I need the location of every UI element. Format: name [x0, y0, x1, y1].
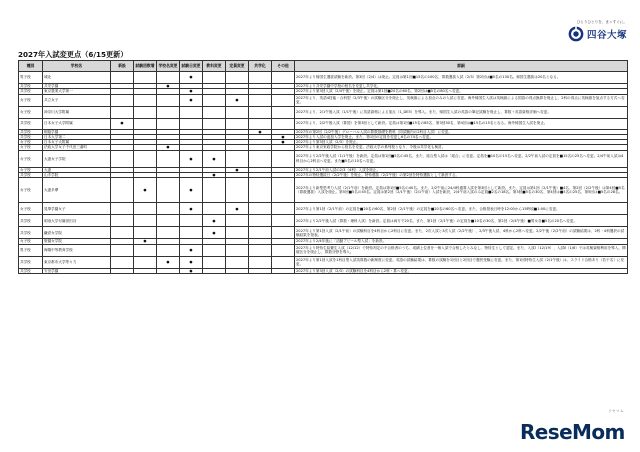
detail-cell: 2027年より第1回入試を1科目型入試英算数の新制度に変更。英語の試験結果は、算数の試験を1回目と2回目で選択受験に変更。また、第1回特待生入試（2/1午後）は、スライド合格あり（若干名）に変更。	[295, 256, 628, 268]
school-name-cell: 日本女子大附属	[43, 140, 111, 145]
change-dot-icon: ●	[212, 230, 216, 235]
school-type-cell: 男子校	[19, 72, 43, 84]
change-dot-icon: ●	[189, 206, 193, 211]
change-flag-cell	[111, 244, 134, 256]
watermark-subtitle: リセマム	[608, 409, 624, 413]
school-name-cell: 共立女子	[43, 94, 111, 106]
change-flag-cell	[111, 215, 134, 227]
change-dot-icon: ●	[166, 84, 170, 88]
change-flag-cell	[272, 106, 295, 118]
change-dot-icon: ●	[281, 134, 285, 139]
change-flag-cell	[272, 150, 295, 167]
detail-cell: 2027年より第1回（2/1午前）の定員を■20名の60名、第2回（2/1午後）の定員を■20名の60名へ変更。また、合格発表日時を12:00から15時頃■1:00に変更。	[295, 203, 628, 215]
change-flag-cell	[157, 268, 180, 273]
change-flag-cell	[203, 94, 226, 106]
header-cell: 定員変更	[226, 61, 249, 72]
change-flag-cell	[180, 215, 203, 227]
change-flag-cell	[134, 203, 157, 215]
change-flag-cell	[180, 150, 203, 167]
change-flag-cell	[272, 118, 295, 129]
header-cell: 試験日変更	[180, 61, 203, 72]
change-flag-cell	[226, 118, 249, 129]
detail-cell: 2027年より、英語4技能・合科型（2/3午後）の試験区分を廃止し、英検級による加点のみの入試に変更。海外帰国生入試は英検級による国語の得点換算を廃止し、2科の得点に英検級を加点する方式へ変更。	[295, 94, 628, 106]
change-flag-cell	[203, 72, 226, 84]
detail-cell: 2027年より、2/2午後入試（算国）を第3回として新設。定員は第1回■15名の85名、第3回30名、第4回は■15名の15名となる。海外帰国生入試を廃止。	[295, 118, 628, 129]
change-dot-icon: ●	[189, 75, 193, 80]
change-flag-cell	[111, 227, 134, 239]
change-dot-icon: ●	[212, 173, 216, 178]
school-type-cell: 女子校	[19, 203, 43, 215]
detail-cell: 2027年より2/4年後に「活動アピール型入試」を新設。	[295, 239, 628, 244]
change-flag-cell	[134, 72, 157, 84]
change-flag-cell	[111, 72, 134, 84]
detail-cell: 2027年より2/2午後入試（1/1午後）を新設。定員は第1回■5名の45名、また、総合型入試は「総合」に変更。定員を■10名の15名へ変更。2/2午前入試の定員を■15名の25名へ変更。2/4午前入試は4科目から2科目へ変更。また■5名の10名へ変更。	[295, 150, 628, 167]
resemom-watermark: ReseMom	[520, 420, 625, 444]
school-type-cell: 共学校	[19, 89, 43, 94]
school-name-cell: 東京都市大学等々力	[43, 256, 111, 268]
change-flag-cell	[157, 72, 180, 84]
change-flag-cell	[226, 106, 249, 118]
change-flag-cell	[157, 118, 180, 129]
school-name-cell: 安田学園	[43, 268, 111, 273]
change-flag-cell	[203, 203, 226, 215]
header-cell: 学校名変更	[157, 61, 180, 72]
school-type-cell: 女子校	[19, 106, 43, 118]
school-type-cell: 共学校	[19, 215, 43, 227]
change-dot-icon: ●	[212, 218, 216, 223]
school-name-cell: 鎌倉女学院	[43, 227, 111, 239]
change-flag-cell	[134, 268, 157, 273]
school-name-cell: 桐蔭学園	[43, 129, 111, 134]
change-dot-icon: ●	[189, 260, 193, 265]
change-dot-icon: ●	[166, 145, 170, 150]
change-flag-cell	[111, 150, 134, 167]
school-name-cell: 大妻	[43, 167, 111, 172]
change-flag-cell	[249, 106, 272, 118]
change-flag-cell	[180, 227, 203, 239]
change-flag-cell	[272, 256, 295, 268]
change-dot-icon: ●	[166, 260, 170, 265]
header-cell: 共学化	[249, 61, 272, 72]
change-flag-cell	[111, 178, 134, 203]
school-name-cell: 大妻女子学院	[43, 150, 111, 167]
header-cell: 種別	[19, 61, 43, 72]
change-flag-cell	[157, 106, 180, 118]
change-dot-icon: ●	[235, 167, 239, 172]
detail-cell: 2027年より第1回入試（2/1午前）の試験科目を4科目から2科目に変更。また、2次入試と3次入試（2/2午後）、2/3午後入試、4科から2科へ変更。2/2午後（2/2午前）の試験結果は、2科・4科選択の試験結果を発表。	[295, 227, 628, 239]
table-row	[19, 178, 628, 203]
change-flag-cell	[134, 106, 157, 118]
school-name-cell: 日本大学第二	[43, 134, 111, 139]
change-flag-cell	[272, 178, 295, 203]
change-flag-cell	[111, 106, 134, 118]
change-flag-cell	[203, 178, 226, 203]
change-flag-cell	[272, 203, 295, 215]
change-flag-cell	[249, 244, 272, 256]
change-dot-icon: ●	[258, 129, 262, 134]
change-flag-cell	[203, 150, 226, 167]
change-flag-cell	[157, 256, 180, 268]
change-flag-cell	[203, 227, 226, 239]
change-flag-cell	[157, 178, 180, 203]
change-flag-cell	[226, 178, 249, 203]
change-flag-cell	[249, 150, 272, 167]
school-name-cell: 聖園女学院	[43, 239, 111, 244]
header-cell: 学校名	[43, 61, 111, 72]
detail-cell: 2027年より第3回入試（2/3）の試験科目を4科目から2科・算へ変更。	[295, 268, 628, 273]
brand-name: 四谷大塚	[586, 30, 627, 41]
brand-logo	[555, 20, 627, 54]
change-flag-cell	[111, 268, 134, 273]
change-flag-cell	[180, 106, 203, 118]
change-dot-icon: ●	[212, 156, 216, 161]
change-flag-cell	[249, 203, 272, 215]
school-name-cell: 城北	[43, 72, 111, 84]
table-row	[19, 150, 628, 167]
change-flag-cell	[203, 106, 226, 118]
change-dot-icon: ●	[143, 239, 147, 244]
school-name-cell: 神奈川大学附属	[43, 106, 111, 118]
school-type-cell: 共学校	[19, 173, 43, 178]
change-flag-cell	[249, 215, 272, 227]
change-flag-cell	[134, 227, 157, 239]
school-name-cell: 日本女子大学附属	[43, 118, 111, 129]
change-dot-icon: ●	[235, 97, 239, 102]
change-flag-cell	[157, 215, 180, 227]
detail-cell: 2027年より2/1午前入試の2/3（4科）入試を廃止。	[295, 167, 628, 172]
detail-cell: 2027年より入試の追加入学を廃止。また、第1回の定員を変更し6名の74名へ変更。	[295, 134, 628, 139]
change-flag-cell	[226, 227, 249, 239]
school-type-cell: 共学校	[19, 256, 43, 268]
change-flag-cell	[111, 118, 134, 129]
change-flag-cell	[249, 256, 272, 268]
change-dot-icon: ●	[120, 121, 124, 126]
change-flag-cell	[157, 150, 180, 167]
school-name-cell: 法政大学女子千代田三番町	[43, 145, 111, 150]
change-flag-cell	[249, 268, 272, 273]
school-type-cell: 女子校	[19, 140, 43, 145]
school-type-cell: 女子校	[19, 94, 43, 106]
entrance-exam-changes-table	[18, 60, 628, 274]
yotsuya-logo-icon	[568, 26, 584, 42]
detail-cell: 2027年より新型思考力入試（2/1午前）を新設。定員は第1回■5名の40名。また、2/2午前に24/4科通算入試を第3回として新設。また、定員は第1回（2/1午後）■4名、第2回（2/2午後）は第4回■5名（算数選抜）入試を廃止。第5回■5名の45名。定員は第2回（2/1午後）（2/1午前）入試を新設、2/4午前入試のみ定員■2名の18名。第3回■5名の30名、第4回は■5名の25名、第5回は■5名の28名。	[295, 178, 628, 203]
school-name-cell: 山手学院	[43, 173, 111, 178]
detail-cell: 2027年より、2/1午後入試（1/1午後）に英語資格による加点（1_DE5）を導入。また、帰国生入試の英語の筆記試験を廃止し、算数＋英語資格評価へ変更。	[295, 106, 628, 118]
change-flag-cell	[203, 256, 226, 268]
school-type-cell: 女子校	[19, 167, 43, 172]
change-flag-cell	[134, 178, 157, 203]
school-type-cell: 共学校	[19, 84, 43, 89]
change-flag-cell	[272, 227, 295, 239]
change-flag-cell	[180, 72, 203, 84]
header-cell: その他	[272, 61, 295, 72]
table-row	[19, 244, 628, 256]
change-flag-cell	[180, 118, 203, 129]
table-row	[19, 227, 628, 239]
change-flag-cell	[226, 94, 249, 106]
school-type-cell: 男子校	[19, 244, 43, 256]
change-flag-cell	[249, 72, 272, 84]
detail-cell: 2027年の特待選抜日（2/2午後）を廃止。特待選抜（2/2午後）の第2回を特待選抜として新設する。	[295, 173, 628, 178]
change-flag-cell	[272, 72, 295, 84]
change-dot-icon: ●	[189, 188, 193, 193]
change-flag-cell	[134, 256, 157, 268]
change-flag-cell	[226, 150, 249, 167]
change-flag-cell	[203, 244, 226, 256]
change-flag-cell	[226, 72, 249, 84]
school-type-cell: 女子校	[19, 178, 43, 203]
change-flag-cell	[157, 94, 180, 106]
change-flag-cell	[157, 203, 180, 215]
change-dot-icon: ●	[189, 156, 193, 161]
change-flag-cell	[180, 256, 203, 268]
school-type-cell: 共学校	[19, 268, 43, 273]
change-flag-cell	[134, 150, 157, 167]
change-flag-cell	[272, 268, 295, 273]
school-name-cell: 東京農業大学第一	[43, 89, 111, 94]
change-flag-cell	[249, 94, 272, 106]
change-flag-cell	[180, 94, 203, 106]
document-title: 2027年入試変更点（6/15更新）	[18, 50, 128, 59]
table-row	[19, 118, 628, 129]
change-flag-cell	[134, 244, 157, 256]
detail-cell: 2027年の第2回（2/2午後）グローバル入試の算数基礎を教科（同試験内の2科目入試）に変更。	[295, 129, 628, 134]
change-flag-cell	[272, 244, 295, 256]
change-dot-icon: ●	[189, 89, 193, 94]
detail-cell: 2027年より第3回入試（2/4午後）を廃止。定員は第1回■20名の60名、第2回は■5名の80名へ変更。	[295, 89, 628, 94]
change-dot-icon: ●	[189, 97, 193, 102]
change-flag-cell	[157, 227, 180, 239]
school-name-cell: 明治大学付属世田谷	[43, 215, 111, 227]
change-dot-icon: ●	[189, 248, 193, 253]
change-flag-cell	[226, 268, 249, 273]
detail-cell: 2027年より東京家政学院から校名を変更。法政大学の系列校となり、今後は共学化も検討。	[295, 145, 628, 150]
change-flag-cell	[226, 215, 249, 227]
change-flag-cell	[134, 94, 157, 106]
school-type-cell: 女子校	[19, 150, 43, 167]
table-row	[19, 94, 628, 106]
table-row	[19, 256, 628, 268]
change-flag-cell	[249, 118, 272, 129]
change-flag-cell	[249, 227, 272, 239]
header-cell: 新設	[111, 61, 134, 72]
change-flag-cell	[226, 244, 249, 256]
change-flag-cell	[134, 215, 157, 227]
change-flag-cell	[226, 256, 249, 268]
school-name-cell: 海陽中等教育学校	[43, 244, 111, 256]
change-flag-cell	[249, 178, 272, 203]
change-flag-cell	[111, 94, 134, 106]
detail-cell: 2027年より共栄学園中学校の校名を変更し共学化。	[295, 84, 628, 89]
change-flag-cell	[203, 268, 226, 273]
change-flag-cell	[157, 244, 180, 256]
change-flag-cell	[111, 256, 134, 268]
brand-tagline: ひとりひとりを、まっすぐに。	[576, 20, 627, 24]
header-cell: 試験回数増	[134, 61, 157, 72]
detail-cell: 2027年より特待生給費生入試（12/12）で特待判定の不合格者のうち、成績上位者を一般入試で合格したとみなし、特待生として認定。また、入試Ⅰ（12/19）、入試Ⅱ（1/6）では英検資格利用を導入。開催区分を廃止し、算数分野を導入。	[296, 245, 626, 255]
table-row	[19, 106, 628, 118]
detail-cell: 2027年より帰国生選抜試験を新設。第3回（2/4）は廃止。定員は第1回■15名の100名、算数選抜入試（2/3）第2回は■5名の130名。帰国生選抜は20名となる。	[295, 72, 628, 84]
table-row	[19, 72, 628, 84]
change-flag-cell	[180, 244, 203, 256]
change-flag-cell	[203, 215, 226, 227]
school-type-cell: 女子校	[19, 145, 43, 150]
header-cell: 詳細	[295, 61, 628, 72]
change-dot-icon: ●	[143, 188, 147, 193]
school-name-cell: 晃華学園女子	[43, 203, 111, 215]
school-name-cell: 共栄学園	[43, 84, 111, 89]
table-body	[19, 72, 628, 274]
header-cell: 教科変更	[203, 61, 226, 72]
change-flag-cell	[134, 118, 157, 129]
table-row	[19, 215, 628, 227]
change-flag-cell	[180, 268, 203, 273]
change-flag-cell	[272, 94, 295, 106]
table-header-row	[19, 61, 628, 72]
school-name-cell: 大妻多摩	[43, 178, 111, 203]
change-flag-cell	[226, 203, 249, 215]
change-flag-cell	[203, 118, 226, 129]
school-type-cell: 共学校	[19, 227, 43, 239]
table-row	[19, 268, 628, 273]
change-flag-cell	[180, 178, 203, 203]
school-type-cell: 女子校	[19, 239, 43, 244]
table-row	[19, 203, 628, 215]
detail-cell: 2027年より2/2午後入試（算数・理科入試）を新設。定員は両方で20名、また、第1回（2/1午後）の定員を■10名の30名、第2回（2/4午後）■男女各■5名の20名へ変更。	[295, 215, 628, 227]
change-flag-cell	[272, 215, 295, 227]
change-flag-cell	[180, 203, 203, 215]
change-flag-cell	[111, 203, 134, 215]
school-type-cell: 共学校	[19, 134, 43, 139]
school-type-cell: 共学校	[19, 129, 43, 134]
change-dot-icon: ●	[281, 140, 285, 145]
change-dot-icon: ●	[235, 206, 239, 211]
change-dot-icon: ●	[189, 268, 193, 273]
detail-cell: 2027年より第3回入試（2/3）を廃止。	[295, 140, 628, 145]
school-type-cell: 共学校	[19, 118, 43, 129]
